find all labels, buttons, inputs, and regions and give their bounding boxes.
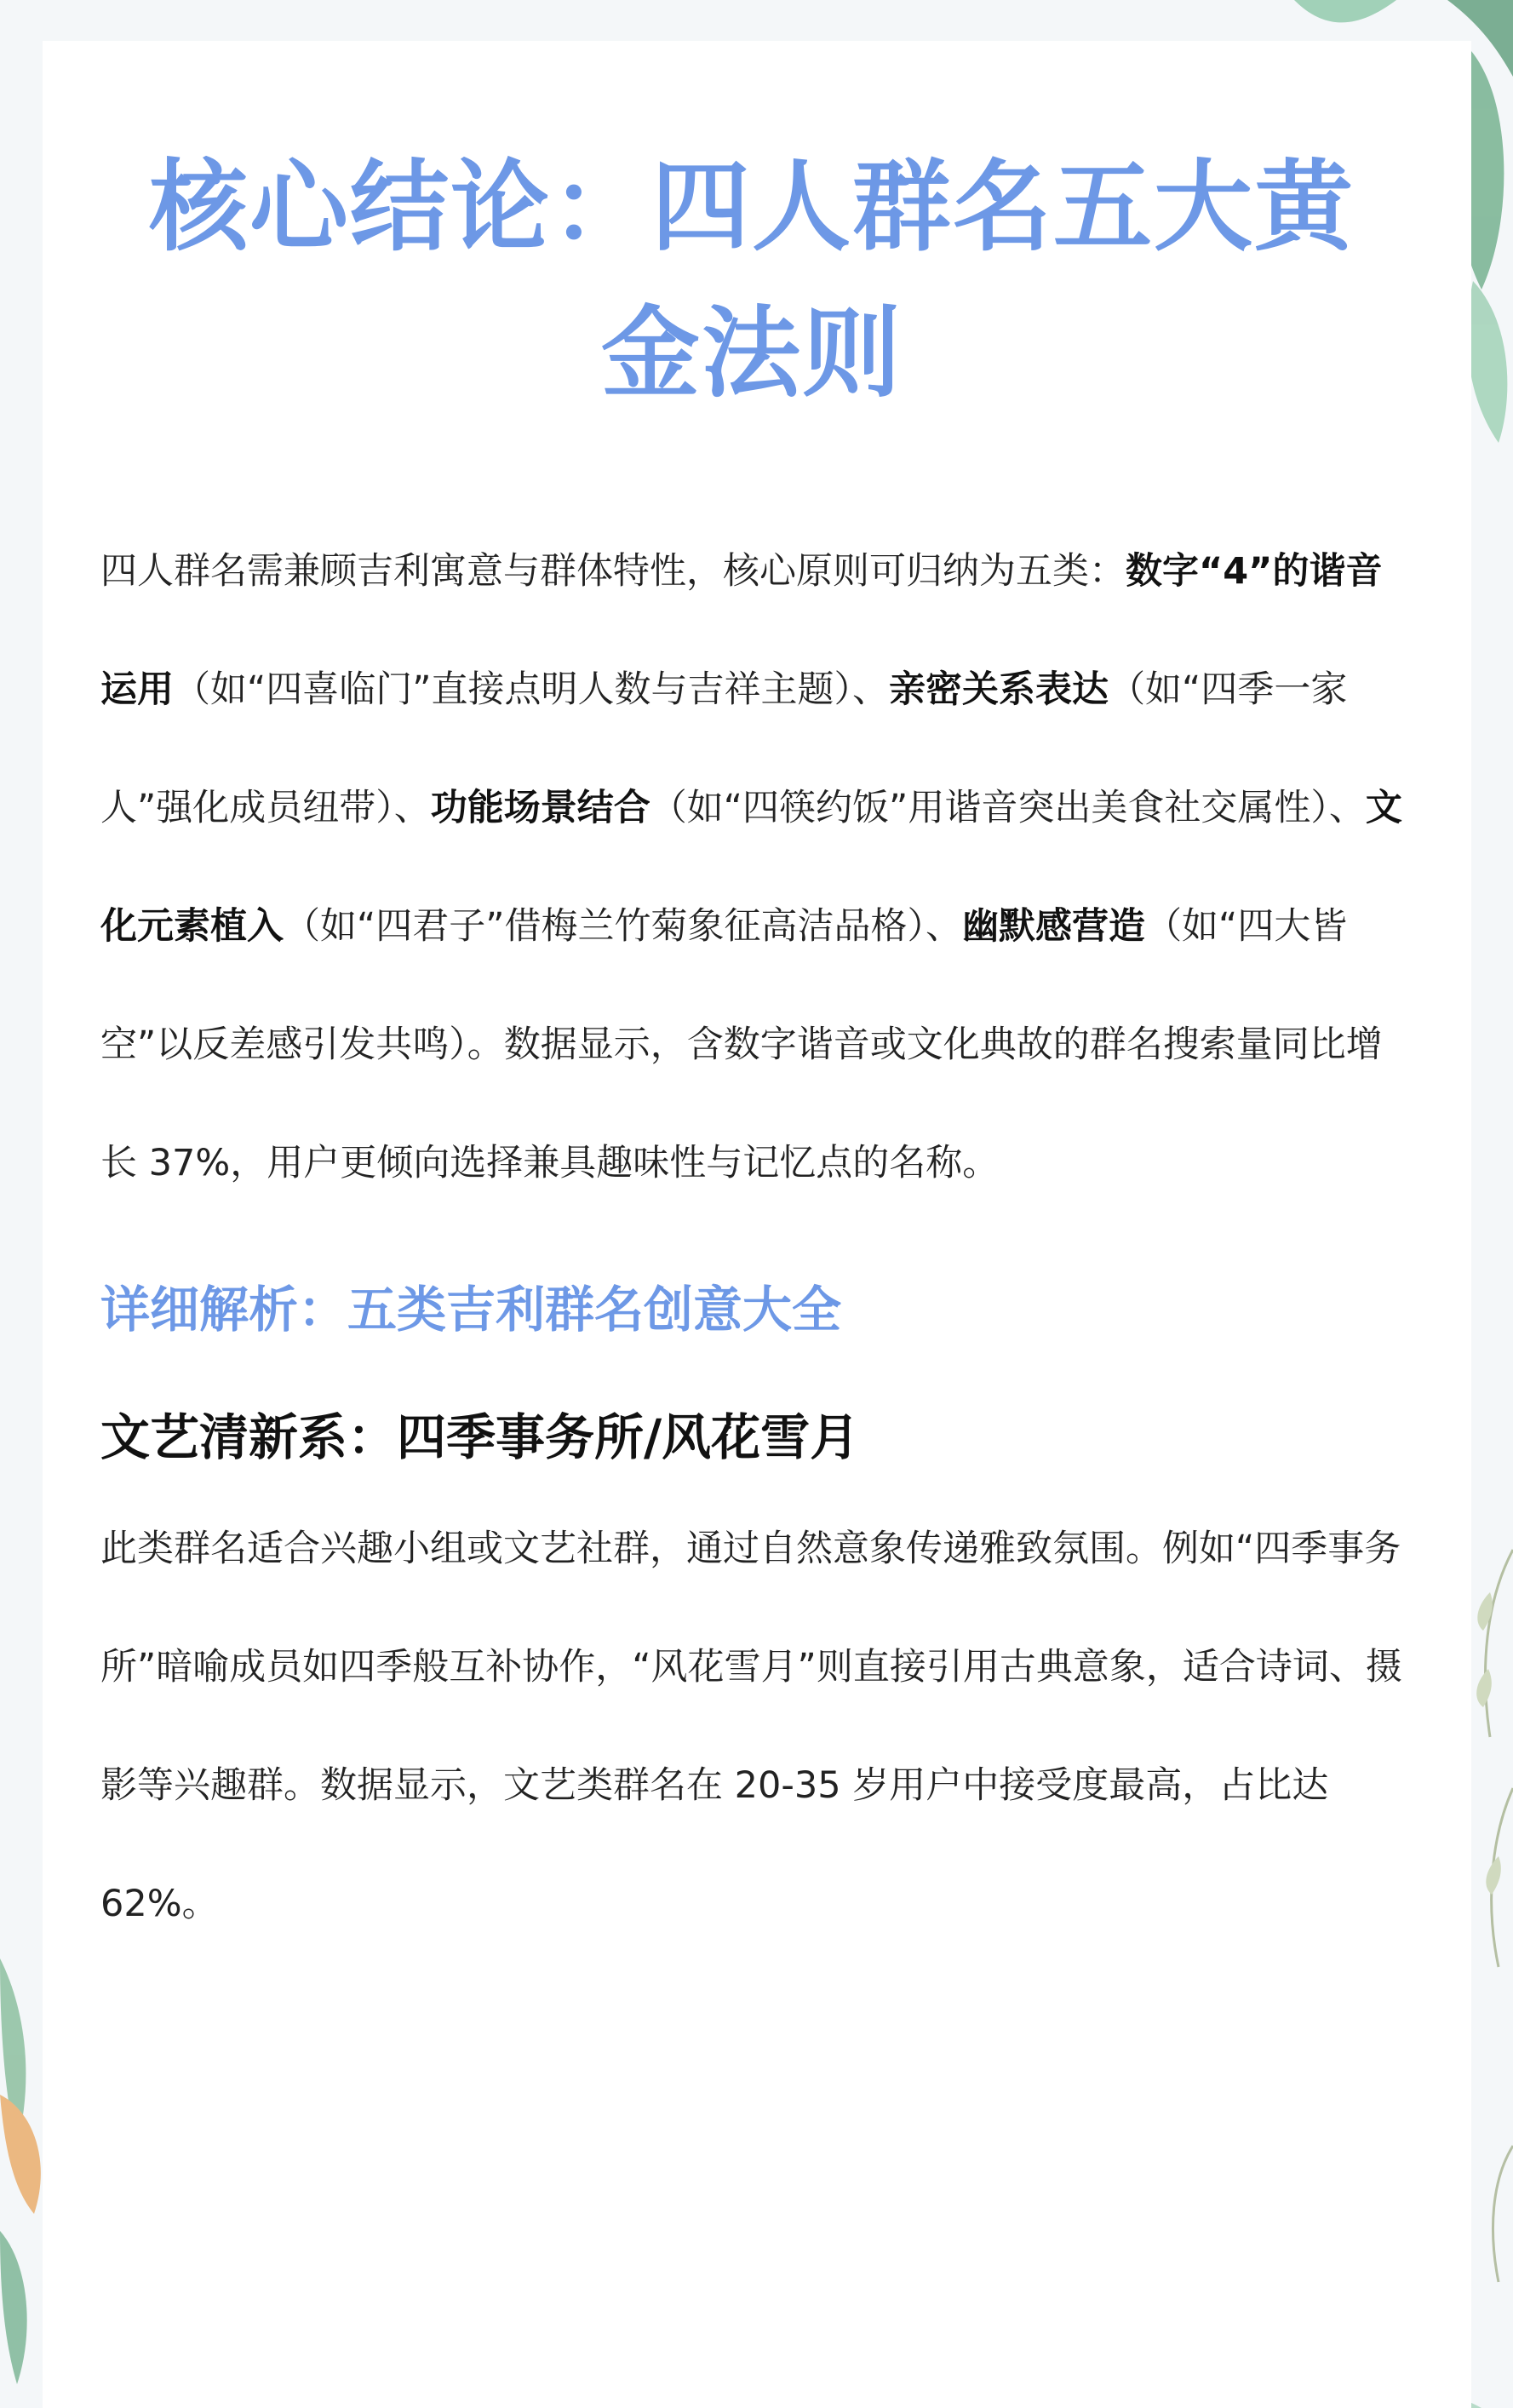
intro-text-6: （如“四大皆空”以反差感引发共鸣）。数据显示，含数字谐音或文化典故的群名搜索量同比增长 37%，用户更倾向选择兼具趣味性与记忆点的名称。 xyxy=(100,905,1383,1184)
content-card xyxy=(43,41,1471,2408)
intro-bold-2: 亲密关系表达 xyxy=(889,668,1109,711)
flower-decoration-icon xyxy=(0,1958,41,2384)
intro-paragraph xyxy=(100,513,1403,1223)
intro-text-4: （如“四筷约饭”用谐音突出美食社交属性）、 xyxy=(650,787,1366,829)
section-heading: 详细解析：五类吉利群名创意大全 xyxy=(100,1281,842,1339)
intro-text-3: （如“四季一家人”强化成员纽带）、 xyxy=(100,668,1348,829)
sub-heading: 文艺清新系：四季事务所/风花雪月 xyxy=(100,1408,860,1466)
intro-text-5: （如“四君子”借梅兰竹菊象征高洁品格）、 xyxy=(284,905,963,948)
intro-text-2: （如“四喜临门”直接点明人数与吉祥主题）、 xyxy=(174,668,890,711)
page-title: 核心结论：四人群名五大黄金法则 xyxy=(149,150,1355,411)
intro-bold-5: 幽默感营造 xyxy=(962,905,1146,948)
intro-bold-3: 功能场景结合 xyxy=(430,787,650,829)
intro-text-1: 四人群名需兼顾吉利寓意与群体特性，核心原则可归纳为五类： xyxy=(100,550,1126,593)
intro-bold-1: 数字“4”的谐音运用 xyxy=(100,550,1383,711)
body-paragraph: 此类群名适合兴趣小组或文艺社群，通过自然意象传递雅致氛围。例如“四季事务所”暗喻成员如四季般互补协作，“风花雪月”则直接引用古典意象，适合诗词、摄影等兴趣群。数据显示，文艺类群名在 20-35 岁用户中接受度最高，占比达 62%。 xyxy=(100,1528,1402,1925)
intro-bold-4: 文化元素植入 xyxy=(100,787,1402,948)
leaf-decoration-icon xyxy=(1476,1550,1513,2282)
